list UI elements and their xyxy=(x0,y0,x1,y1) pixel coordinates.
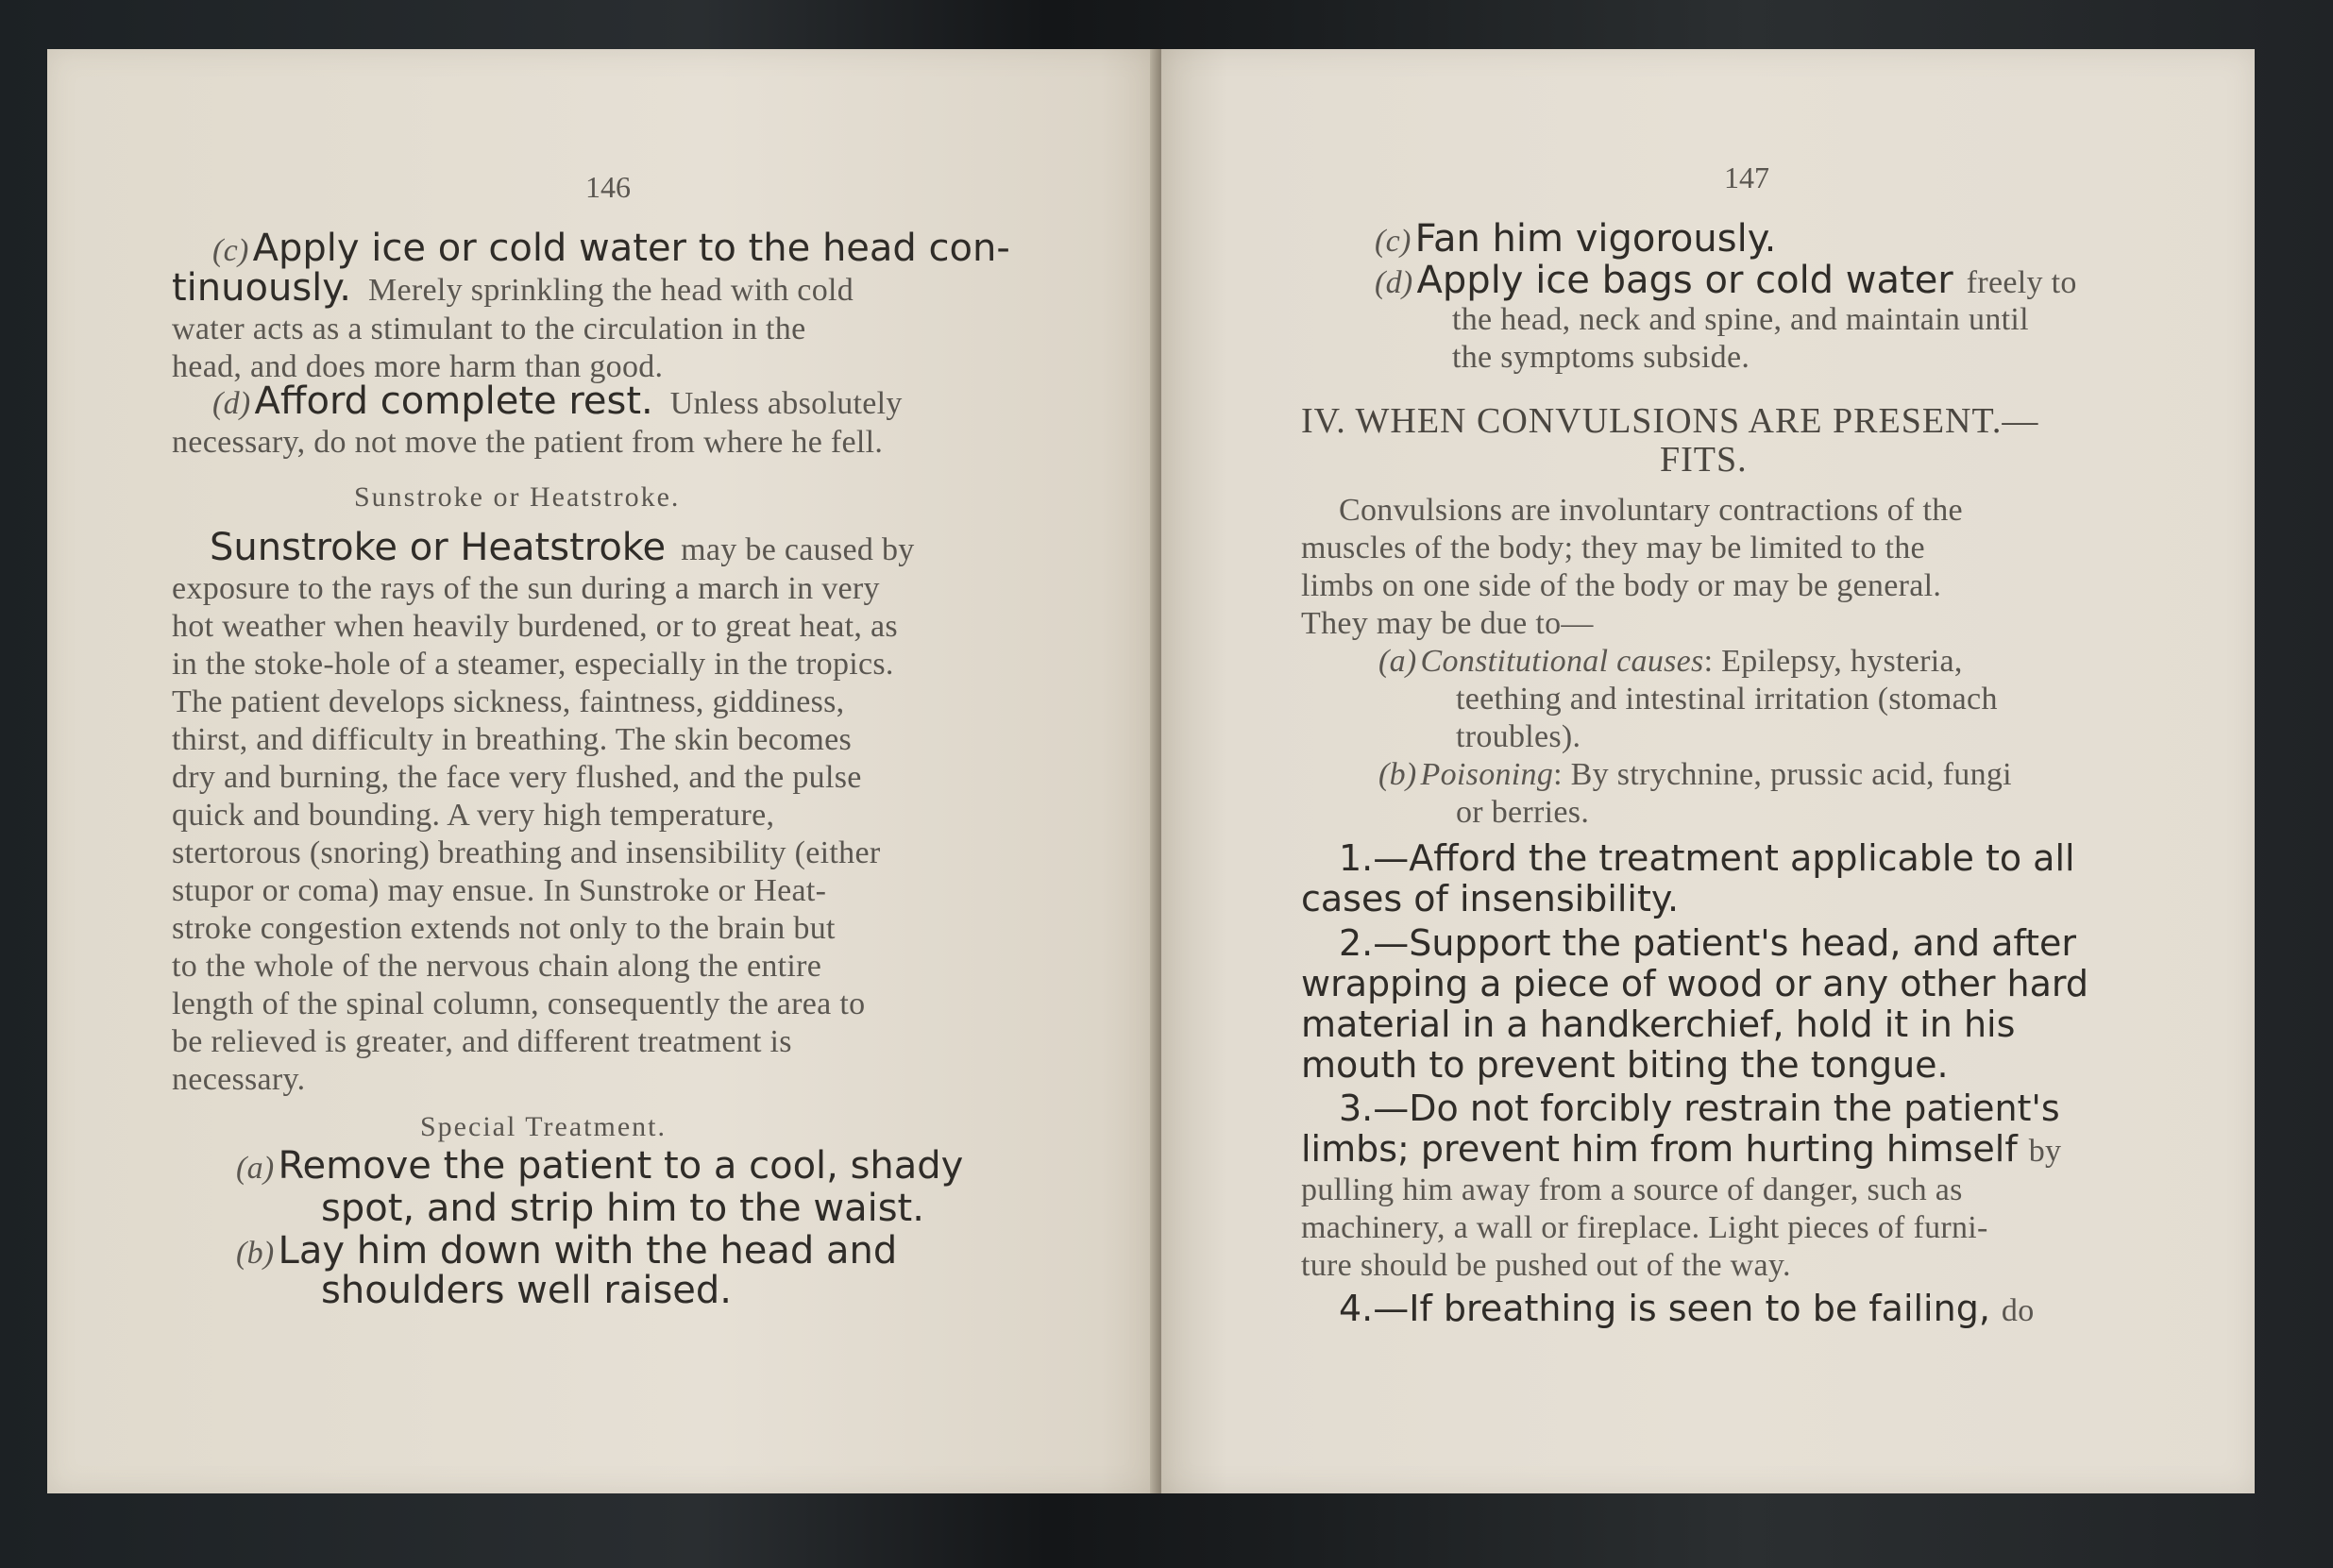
body-line: exposure to the rays of the sun during a march in very xyxy=(172,571,880,606)
step-3-line3: pulling him away from a source of danger, such as xyxy=(1301,1172,1963,1207)
section-heading: IV. WHEN CONVULSIONS ARE PRESENT.— xyxy=(1301,401,2039,441)
body-line: quick and bounding. A very high temperature, xyxy=(172,798,775,833)
body-line: They may be due to— xyxy=(1301,606,1594,641)
body-line: stupor or coma) may ensue. In Sunstroke or Heat- xyxy=(172,873,827,908)
step-1-line2: cases of insensibility. xyxy=(1301,878,1680,919)
step-3-line5: ture should be pushed out of the way. xyxy=(1301,1248,1791,1283)
body-line: The patient develops sickness, faintness, giddiness, xyxy=(172,684,845,719)
cause-b-line2: or berries. xyxy=(1456,795,1590,830)
cause-a: (a) Constitutional causes: Epilepsy, hysteria, xyxy=(1378,644,1963,679)
body-line: necessary. xyxy=(172,1062,306,1097)
cause-a-line2: teething and intestinal irritation (stomach xyxy=(1456,682,1998,717)
step-1: 1.—Afford the treatment applicable to all xyxy=(1339,837,2075,879)
step-2-line3: material in a handkerchief, hold it in his xyxy=(1301,1003,2016,1045)
section-heading-cont: FITS. xyxy=(1660,440,1748,480)
body-line: Convulsions are involuntary contractions of the xyxy=(1339,493,1963,528)
item-d-line2: necessary, do not move the patient from where he fell. xyxy=(172,425,884,460)
section-title-sunstroke: Sunstroke or Heatstroke. xyxy=(354,481,681,513)
body-line: stertorous (snoring) breathing and insensibility (either xyxy=(172,835,881,870)
item-c-line3: water acts as a stimulant to the circulation in the xyxy=(172,312,806,346)
page-number: 146 xyxy=(585,170,631,204)
body-line: stroke congestion extends not only to the brain but xyxy=(172,911,836,946)
item-b: (b) Lay him down with the head and xyxy=(236,1229,898,1273)
body-line: dry and burning, the face very flushed, and the pulse xyxy=(172,760,862,795)
step-2: 2.—Support the patient's head, and after xyxy=(1339,922,2077,964)
section-title-special-treatment: Special Treatment. xyxy=(420,1111,667,1142)
step-3-line2: limbs; prevent him from hurting himself by xyxy=(1301,1128,2062,1170)
body-line: muscles of the body; they may be limited to the xyxy=(1301,531,1925,565)
body-line: length of the spinal column, consequently the area to xyxy=(172,986,866,1021)
body-line: hot weather when heavily burdened, or to great heat, as xyxy=(172,609,898,644)
body-line: in the stoke-hole of a steamer, especially in the tropics. xyxy=(172,647,894,682)
item-c-line4: head, and does more harm than good. xyxy=(172,349,664,384)
body-line: limbs on one side of the body or may be general. xyxy=(1301,568,1942,603)
item-d: (d) Apply ice bags or cold water freely to xyxy=(1375,259,2077,302)
page-number: 147 xyxy=(1724,160,1769,194)
step-3: 3.—Do not forcibly restrain the patient's xyxy=(1339,1087,2060,1129)
item-c: (c) Fan him vigorously. xyxy=(1375,217,1777,261)
step-4: 4.—If breathing is seen to be failing, do xyxy=(1339,1288,2035,1329)
step-2-line2: wrapping a piece of wood or any other hard xyxy=(1301,963,2088,1004)
body-line: to the whole of the nervous chain along the entire xyxy=(172,949,822,984)
step-2-line4: mouth to prevent biting the tongue. xyxy=(1301,1044,1949,1086)
cause-b: (b) Poisoning: By strychnine, prussic acid, fungi xyxy=(1378,757,2012,792)
item-d-heading: (d) Afford complete rest. Unless absolutely xyxy=(212,379,903,423)
cause-a-line3: troubles). xyxy=(1456,719,1581,754)
body-line: be relieved is greater, and different treatment is xyxy=(172,1024,792,1059)
item-d-line2: the head, neck and spine, and maintain until xyxy=(1452,302,2029,337)
item-c-line2: tinuously. Merely sprinkling the head with cold xyxy=(172,266,854,310)
sunstroke-intro: Sunstroke or Heatstroke may be caused by xyxy=(210,526,915,569)
item-a: (a) Remove the patient to a cool, shady xyxy=(236,1144,964,1188)
item-d-line3: the symptoms subside. xyxy=(1452,340,1750,375)
step-3-line4: machinery, a wall or fireplace. Light pieces of furni- xyxy=(1301,1210,1988,1245)
item-b-line2: shoulders well raised. xyxy=(321,1269,733,1312)
body-line: thirst, and difficulty in breathing. The skin becomes xyxy=(172,722,853,757)
left-page xyxy=(47,49,1157,1493)
right-page xyxy=(1161,49,2255,1493)
item-c-heading: (c) Apply ice or cold water to the head con- xyxy=(212,227,1010,270)
item-a-line2: spot, and strip him to the waist. xyxy=(321,1187,924,1230)
